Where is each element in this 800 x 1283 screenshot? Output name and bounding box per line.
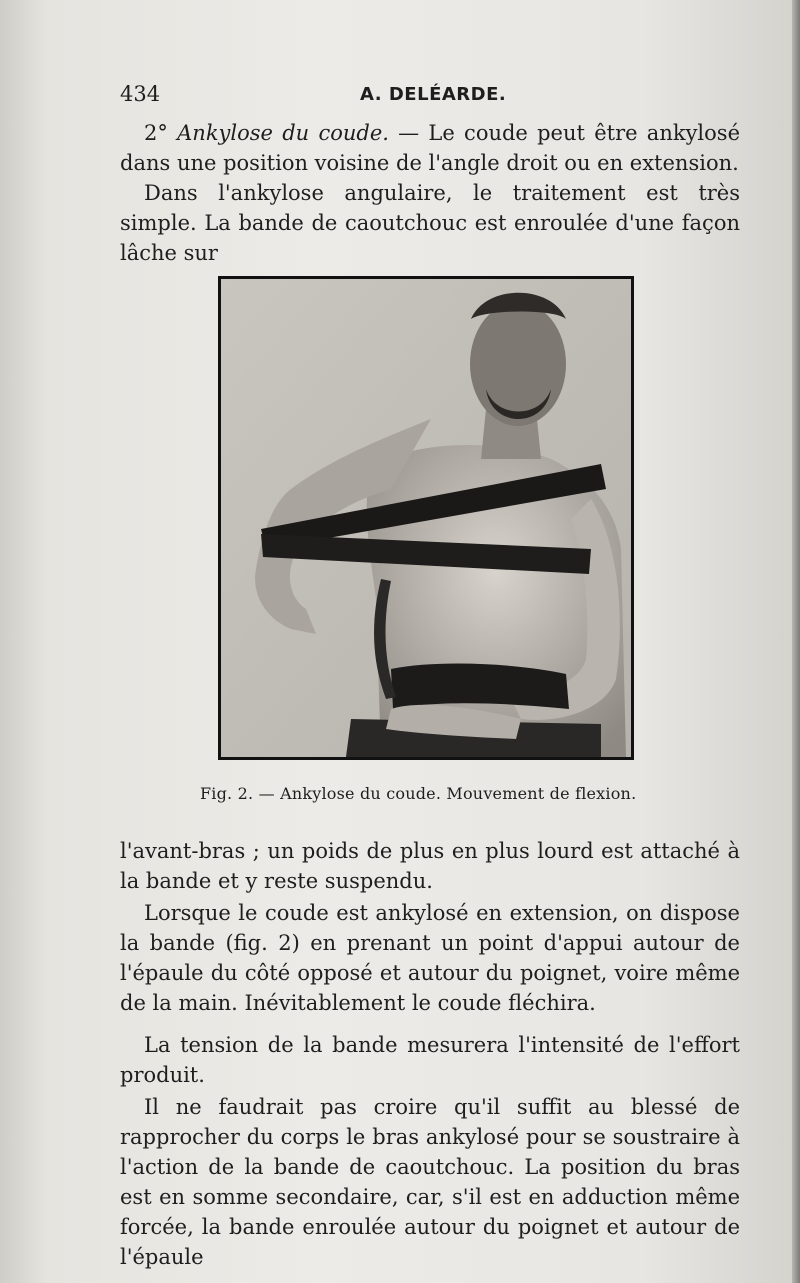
- paragraph-text: Il ne faudrait pas croire qu'il suffit au blessé de rapprocher du corps le bras ankylosé pour se soustraire à l'action de la bande de caoutchouc. La position du bras est en somme secondaire, car, s'il est en adduction même forcée, la bande enroulée autour du poignet et autour de l'épaule: [120, 1095, 740, 1269]
- figure-photograph: [218, 276, 634, 760]
- paragraph-text: Lorsque le coude est ankylosé en extension, on dispose la bande (fig. 2) en prenant un point d'appui autour de l'épaule du côté opposé et autour du poignet, voire même de la main. Inévitablement le coude fléchira.: [120, 901, 740, 1015]
- running-head: A. DELÉARDE.: [360, 84, 507, 105]
- paragraph-text: La tension de la bande mesurera l'intensité de l'effort produit.: [120, 1033, 740, 1087]
- paragraph-text: Dans l'ankylose angulaire, le traitement est très simple. La bande de caoutchouc est enroulée d'une façon lâche sur: [120, 181, 740, 265]
- page-edge-shadow: [792, 0, 800, 1283]
- page-number: 434: [120, 82, 161, 106]
- paragraph-position-bras: [120, 1092, 740, 1272]
- paragraph-tension: [120, 1030, 740, 1090]
- paragraph-avant-bras: l'avant-bras ; un poids de plus en plus lourd est attaché à la bande et y reste suspendu.: [120, 839, 740, 893]
- patient-photo-illustration: [221, 279, 631, 757]
- page-header: [120, 82, 740, 112]
- paragraph-text: — Le coude peut être ankylosé dans une position voisine de l'angle droit ou en extension.: [120, 121, 740, 175]
- section-number: 2°: [144, 121, 178, 145]
- waist-band: [391, 664, 569, 709]
- head-shape: [470, 302, 566, 426]
- figure-caption: Fig. 2. — Ankylose du coude. Mouvement de flexion.: [200, 784, 637, 803]
- paragraph-extension: [120, 898, 740, 1018]
- paragraph-ankylose-coude: [120, 118, 740, 268]
- section-title: Ankylose du coude.: [177, 121, 389, 145]
